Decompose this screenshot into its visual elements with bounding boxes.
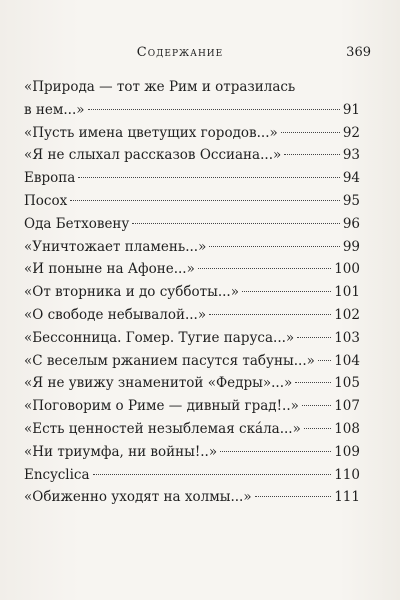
toc-leader-dots bbox=[255, 496, 332, 497]
toc-entry-page: 92 bbox=[342, 124, 360, 141]
toc-entry-title: «Ни триумфа, ни войны!..» bbox=[24, 443, 218, 460]
toc-leader-dots bbox=[209, 314, 331, 315]
toc-entry-line: «Природа — тот же Рим и отразилась bbox=[24, 79, 296, 95]
toc-entry-page: 101 bbox=[334, 284, 360, 301]
toc-entry bbox=[24, 486, 360, 509]
toc-leader-dots bbox=[93, 474, 332, 475]
toc-entry-title: «Пусть имена цветущих городов...» bbox=[24, 124, 278, 141]
toc-entry-title: «И поныне на Афоне...» bbox=[24, 261, 195, 278]
toc-leader-dots bbox=[284, 154, 340, 155]
toc-entry-page: 95 bbox=[342, 192, 360, 209]
toc-entry bbox=[24, 213, 360, 236]
toc-leader-dots bbox=[295, 382, 331, 383]
toc-entry bbox=[24, 327, 360, 350]
toc-entry-page: 93 bbox=[342, 147, 360, 164]
toc-entry-title: «С веселым ржанием пасутся табуны...» bbox=[24, 352, 315, 369]
toc-entry-page: 102 bbox=[334, 306, 360, 323]
toc-entry-page: 105 bbox=[334, 375, 360, 392]
toc-entry-title: Ода Бетховену bbox=[24, 215, 130, 232]
toc-entry bbox=[24, 236, 360, 259]
toc-entry bbox=[24, 99, 360, 122]
toc-leader-dots bbox=[220, 451, 331, 452]
toc-entry-page: 111 bbox=[334, 489, 360, 506]
running-head bbox=[0, 45, 400, 63]
toc-entry bbox=[24, 144, 360, 167]
toc-entry bbox=[24, 258, 360, 281]
toc-entry bbox=[24, 122, 360, 145]
toc-entry bbox=[24, 464, 360, 487]
toc-entry-page: 94 bbox=[342, 170, 360, 187]
toc-entry-page: 99 bbox=[342, 238, 360, 255]
toc-entry bbox=[24, 281, 360, 304]
toc-entry bbox=[24, 350, 360, 373]
toc-leader-dots bbox=[242, 291, 331, 292]
toc-entry-title: «Я не слыхал рассказов Оссиана...» bbox=[24, 147, 282, 164]
toc-entry-title: Европа bbox=[24, 170, 76, 187]
toc-entry-page: 110 bbox=[334, 466, 360, 483]
toc-entry-title: «Обиженно уходят на холмы...» bbox=[24, 489, 252, 506]
toc-leader-dots bbox=[209, 246, 339, 247]
toc-entry-title: Encyclica bbox=[24, 466, 90, 483]
toc-entry-title: «Поговорим о Риме — дивный град!..» bbox=[24, 398, 299, 415]
toc-entry-page: 107 bbox=[334, 398, 360, 415]
toc-entry-page: 108 bbox=[334, 420, 360, 437]
toc-leader-dots bbox=[88, 109, 340, 110]
toc-entry bbox=[24, 395, 360, 418]
toc-leader-dots bbox=[78, 177, 340, 178]
toc-entry-page: 103 bbox=[334, 329, 360, 346]
toc-entry bbox=[24, 418, 360, 441]
toc-entry-title: «Есть ценностей незыблемая скáла...» bbox=[24, 420, 301, 437]
toc-entry-title: «От вторника и до субботы...» bbox=[24, 284, 239, 301]
toc-entry bbox=[24, 441, 360, 464]
toc-leader-dots bbox=[70, 200, 340, 201]
toc-leader-dots bbox=[132, 223, 339, 224]
toc-entry-title: Посох bbox=[24, 192, 68, 209]
toc-entry-title: «Я не увижу знаменитой «Федры»...» bbox=[24, 375, 293, 392]
toc-leader-dots bbox=[297, 337, 331, 338]
toc-entries bbox=[24, 99, 360, 509]
toc-leader-dots bbox=[198, 268, 331, 269]
toc-entry-page: 100 bbox=[334, 261, 360, 278]
toc-entry-page: 96 bbox=[342, 215, 360, 232]
toc-entry bbox=[24, 304, 360, 327]
running-head-title: Содержание bbox=[136, 45, 224, 60]
table-of-contents bbox=[24, 76, 360, 509]
running-head-page-number: 369 bbox=[346, 45, 371, 60]
toc-entry-page: 109 bbox=[334, 443, 360, 460]
toc-entry-title: «Бессонница. Гомер. Тугие паруса...» bbox=[24, 329, 295, 346]
toc-entry bbox=[24, 167, 360, 190]
toc-entry bbox=[24, 372, 360, 395]
toc-entry bbox=[24, 190, 360, 213]
toc-entry-page: 91 bbox=[342, 101, 360, 118]
toc-leader-dots bbox=[281, 132, 340, 133]
toc-leader-dots bbox=[304, 428, 331, 429]
toc-entry-title: «О свободе небывалой...» bbox=[24, 306, 207, 323]
toc-entry-page: 104 bbox=[334, 352, 360, 369]
toc-leader-dots bbox=[318, 360, 331, 361]
toc-entry-title: в нем...» bbox=[24, 101, 85, 118]
toc-leader-dots bbox=[302, 405, 331, 406]
toc-entry-title: «Уничтожает пламень...» bbox=[24, 238, 207, 255]
